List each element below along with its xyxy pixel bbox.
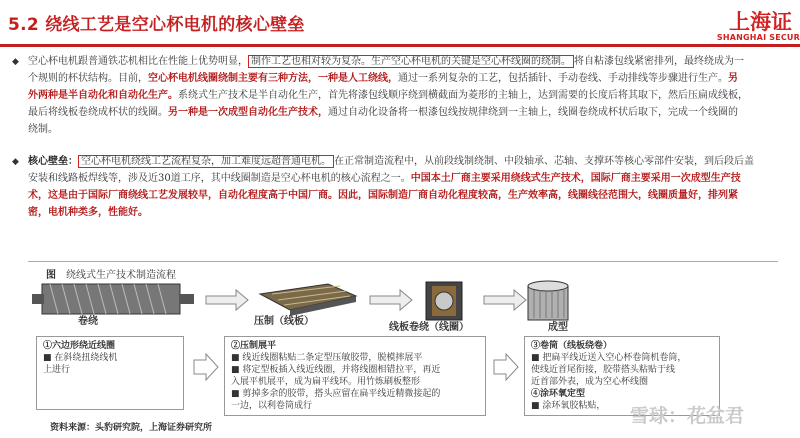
paragraph-1 [28, 53, 793, 138]
arrow-icon [370, 290, 412, 310]
stage-label-winding: 卷绕 [78, 316, 98, 327]
header-rule [0, 44, 800, 47]
highlight-box-2: 空心杯电机绕线工艺流程复杂，加工难度远超普通电机。 [78, 155, 334, 168]
page-title: 5.2 绕线工艺是空心杯电机的核心壁垒 [8, 15, 305, 35]
arrow-icon [484, 290, 526, 310]
paragraph-2-line-4: 密，电机种类多，性能好。 [28, 207, 148, 218]
step-box-3: ③卷筒（线板绕卷） ■ 把扁平线近送入空心杯卷筒机卷筒， 使线近首尾衔接，胶带搭头粘贴于线 近首部外表，成为空心杯线圈 ④涂环氧定型 ■ 涂环氧胶粘贴， [524, 336, 720, 416]
brand-name-en: SHANGHAI SECUR [716, 33, 800, 42]
paragraph-1-line-2: 个规则的杯状结构。目前，空心杯电机线圈绕制主要有三种方法，一种是人工绕线，通过一系列复杂的工艺，包括插针、手动卷线、手动排线等步骤进行生产。另 [28, 73, 738, 84]
paragraph-1-line-3: 外两种是半自动化和自动化生产。系绕式生产技术是半自动化生产，首先将漆包线顺序绕到横截面为菱形的主轴上，达到需要的长度后将其取下，然后压扁成线板， [28, 90, 748, 101]
figure-title: 图 绕线式生产技术制造流程 [46, 270, 176, 281]
winding-mandrel-image [32, 284, 194, 314]
coil-roll-image [426, 282, 462, 320]
paragraph-2-line-2: 安装和线路板焊线等，涉及近30道工序，其中线圈制造是空心杯电机的核心流程之一。中国本土厂商主要采用绕线式生产技术，国际厂商主要采用一次成型生产技 [28, 173, 741, 184]
step-arrow-icon [492, 352, 520, 382]
paragraph-2-line-3: 术，这是由于国际厂商绕线工艺发展较早，自动化程度高于中国厂商。因此，国际制造厂商自动化程度较高，生产效率高，线圈线径范围大，线圈质量好，排列紧 [28, 190, 738, 201]
paragraph-1-line-1: 空心杯电机跟普通铁芯机相比在性能上优势明显， 制作工艺也相对较为复杂。生产空心杯电机的关键是空心杯线圈的绕制。 将自粘漆包线紧密排列，最终绕成为一 [28, 56, 744, 67]
figure-top-rule [28, 261, 778, 262]
watermark: 雪球：花盆君 [630, 405, 745, 427]
bullet-icon: ◆ [12, 157, 19, 167]
bullet-icon: ◆ [12, 57, 19, 67]
formed-cup-image [528, 281, 568, 320]
highlight-box-1: 制作工艺也相对较为复杂。生产空心杯电机的关键是空心杯线圈的绕制。 [248, 55, 574, 68]
brand-name-cn: 上海证 [729, 10, 792, 34]
paragraph-1-line-5: 绕制。 [28, 124, 58, 135]
stage-label-forming: 成型 [548, 322, 568, 333]
paragraph-1-line-4: 最后将线板卷绕成杯状的线圈。另一种是一次成型自动化生产技术，通过自动化设备将一根漆包线按规律绕到一主轴上，线圈卷绕成杯状后取下，完成一个线圈的 [28, 107, 738, 118]
step-box-2: ②压制展平 ■ 线近线圈粘贴二条定型压敏胶带，脱模摔展平 ■ 将定型板插入线近线圈，并将线圈相错拉平，再近 入展平机展平，成为扁平线环。用竹炼刷板整形 ■ 剪掉多余的胶带，搭头应留在扁平线近精微接起的 一边，以利卷筒成行 [224, 336, 486, 416]
paragraph-2 [28, 153, 793, 221]
step-box-1: ①六边形绕近线圈 ■ 在斜绕扭绕线机 上进行 [36, 336, 184, 410]
stage-label-pressing: 压制（线板） [254, 316, 314, 327]
arrow-icon [206, 290, 248, 310]
paragraph-2-line-1: 核心壁垒： 空心杯电机绕线工艺流程复杂，加工难度远超普通电机。 在正常制造流程中，从前段线制绕制、中段轴承、芯轴、支撑环等核心零部件安装，到后段后盖 [28, 156, 754, 167]
source-note: 资料来源：头豹研究院，上海证券研究所 [50, 423, 213, 433]
step-arrow-icon [192, 352, 220, 382]
stage-label-rolling: 线板卷绕（线圈） [389, 322, 469, 333]
